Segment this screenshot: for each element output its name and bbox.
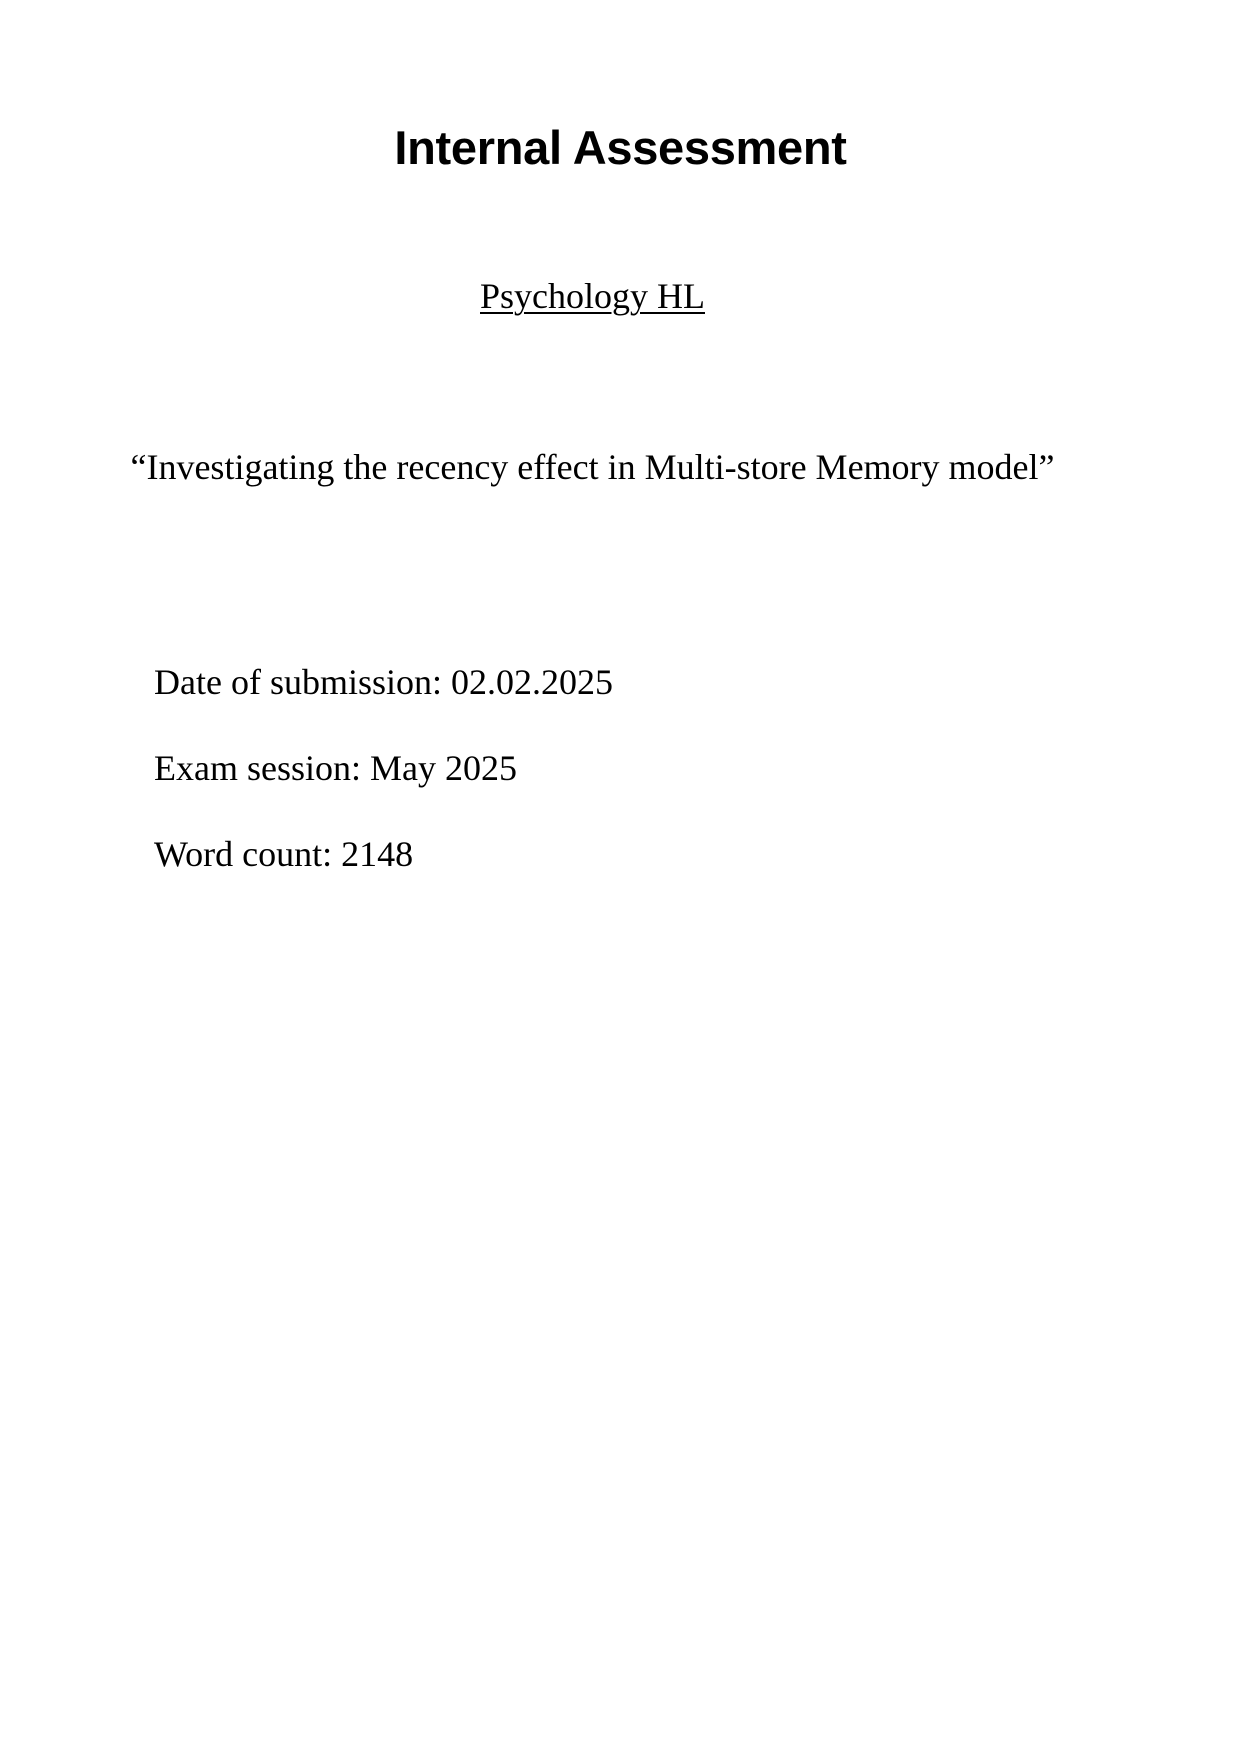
word-count: Word count: 2148 bbox=[154, 834, 414, 874]
page-title: Internal Assessment bbox=[394, 121, 847, 174]
research-title: “Investigating the recency effect in Multi-store Memory model” bbox=[130, 447, 1055, 487]
submission-date: Date of submission: 02.02.2025 bbox=[154, 662, 613, 702]
exam-session: Exam session: May 2025 bbox=[154, 748, 517, 788]
subject-heading: Psychology HL bbox=[480, 276, 705, 316]
